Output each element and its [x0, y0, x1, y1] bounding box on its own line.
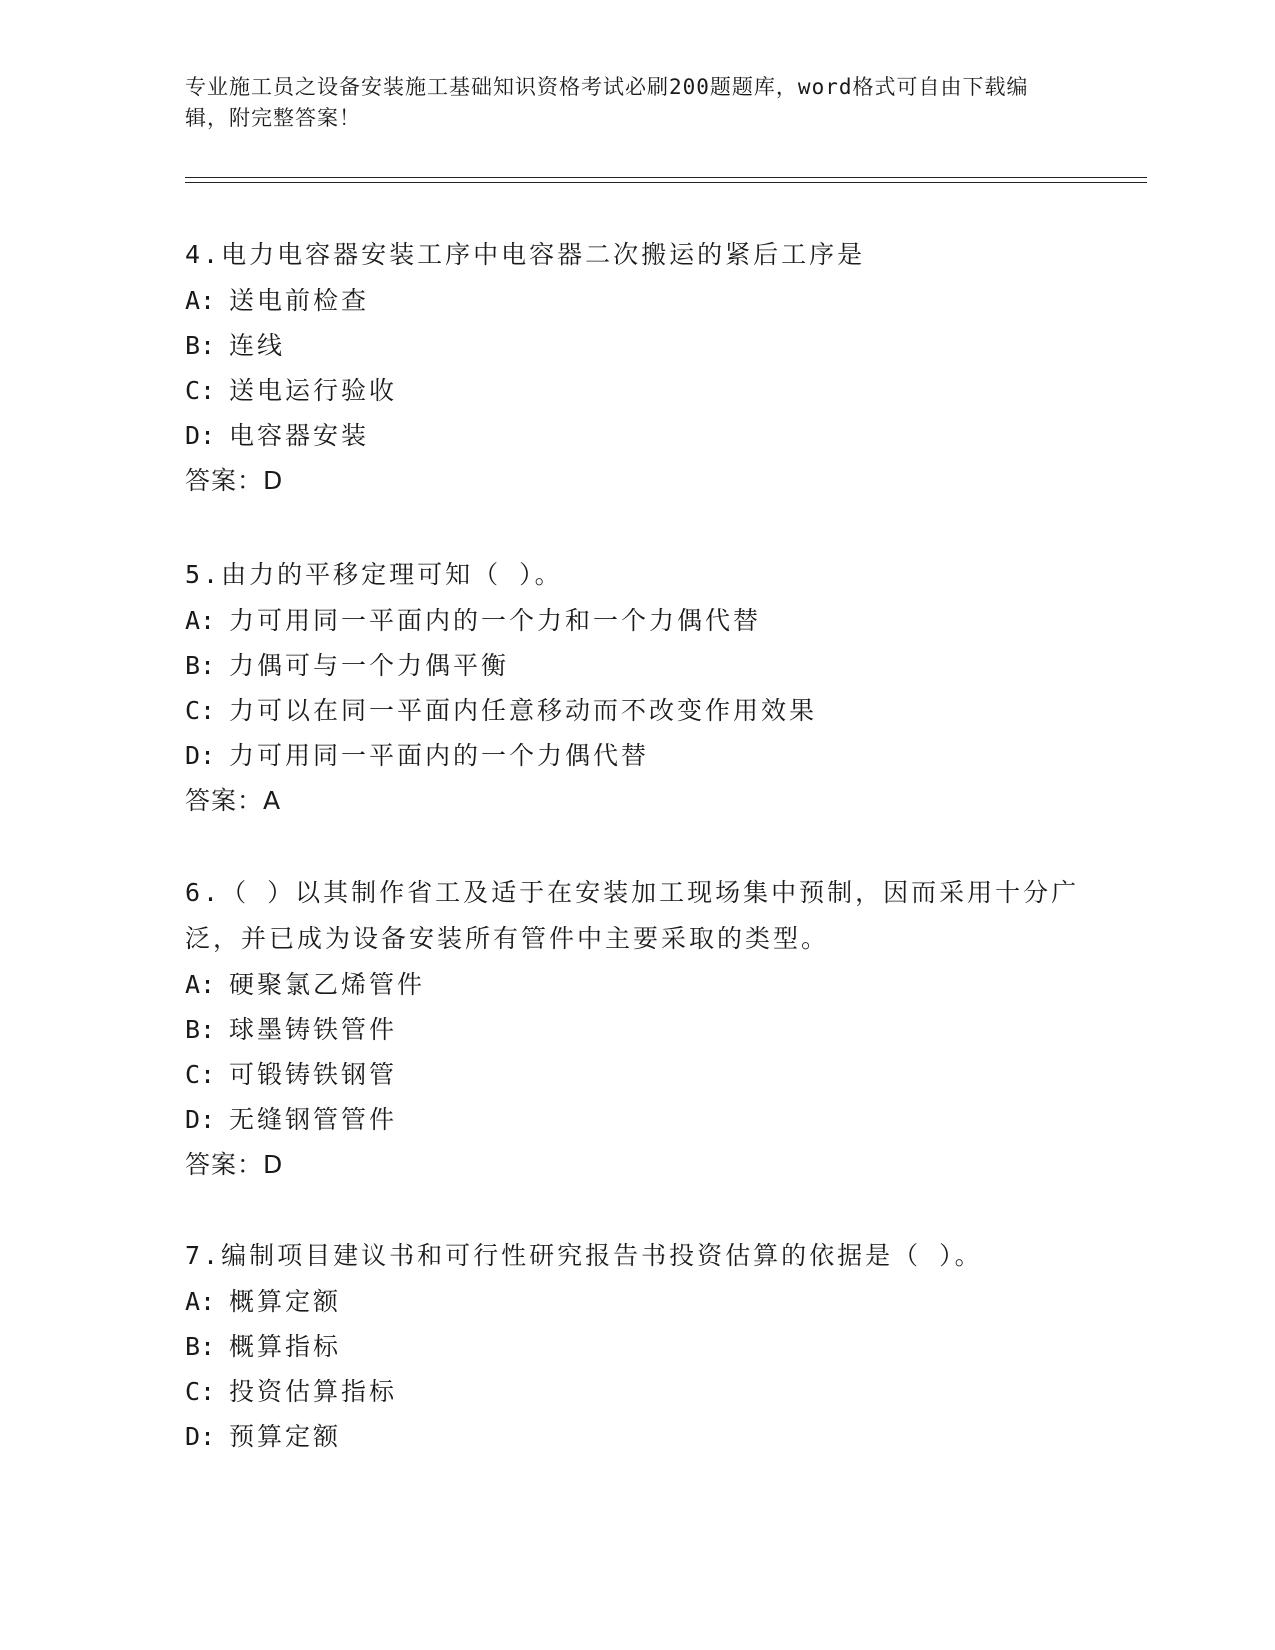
answer-line: 答案：A [185, 786, 282, 815]
option-d [185, 733, 1085, 778]
option-text: 无缝钢管管件 [229, 1105, 398, 1134]
answer-line: 答案：D [185, 1150, 284, 1179]
option-a [185, 598, 1085, 643]
option-a [185, 1279, 1085, 1324]
option-b [185, 1007, 1085, 1052]
option-text: 球墨铸铁管件 [229, 1015, 398, 1044]
option-b [185, 323, 1085, 368]
option-letter: D: [185, 1422, 216, 1451]
option-letter: C: [185, 1377, 216, 1406]
option-b [185, 643, 1085, 688]
option-letter: D: [185, 421, 216, 450]
option-text: 力偶可与一个力偶平衡 [229, 651, 510, 680]
option-letter: A: [185, 286, 216, 315]
option-a [185, 962, 1085, 1007]
option-letter: D: [185, 1105, 216, 1134]
option-letter: B: [185, 1015, 216, 1044]
question-stem: 5.由力的平移定理可知（ ）。 [185, 560, 563, 589]
answer-line: 答案：D [185, 466, 284, 495]
option-text: 预算定额 [229, 1422, 342, 1451]
option-text: 送电运行验收 [229, 376, 398, 405]
option-c [185, 1052, 1085, 1097]
header-divider-top [185, 177, 1147, 178]
option-d [185, 1097, 1085, 1142]
option-letter: D: [185, 741, 216, 770]
option-text: 力可以在同一平面内任意移动而不改变作用效果 [229, 696, 818, 725]
option-b [185, 1324, 1085, 1369]
option-letter: B: [185, 1332, 216, 1361]
question-6 [185, 870, 1085, 1187]
option-text: 概算指标 [229, 1332, 342, 1361]
document-header: 专业施工员之设备安装施工基础知识资格考试必刷200题题库，word格式可自由下载编辑，附完整答案！ [185, 75, 1029, 130]
option-letter: C: [185, 376, 216, 405]
option-text: 力可用同一平面内的一个力偶代替 [229, 741, 650, 770]
option-letter: A: [185, 606, 216, 635]
option-text: 送电前检查 [229, 286, 370, 315]
option-letter: A: [185, 1287, 216, 1316]
option-text: 概算定额 [229, 1287, 342, 1316]
question-stem: 6.（ ）以其制作省工及适于在安装加工现场集中预制，因而采用十分广泛，并已成为设备安装所有管件中主要采取的类型。 [185, 878, 1080, 953]
option-a [185, 278, 1085, 323]
question-4 [185, 232, 1085, 503]
question-5 [185, 552, 1085, 823]
option-letter: B: [185, 331, 216, 360]
option-letter: B: [185, 651, 216, 680]
header-divider-bottom [185, 182, 1147, 183]
option-letter: C: [185, 696, 216, 725]
option-c [185, 368, 1085, 413]
option-text: 可锻铸铁钢管 [229, 1060, 398, 1089]
option-d [185, 1414, 1085, 1459]
option-text: 连线 [229, 331, 286, 360]
option-text: 电容器安装 [229, 421, 370, 450]
option-letter: C: [185, 1060, 216, 1089]
question-stem: 4.电力电容器安装工序中电容器二次搬运的紧后工序是 [185, 240, 866, 269]
option-c [185, 1369, 1085, 1414]
option-text: 力可用同一平面内的一个力和一个力偶代替 [229, 606, 762, 635]
question-7 [185, 1233, 1085, 1459]
option-text: 投资估算指标 [229, 1377, 398, 1406]
option-letter: A: [185, 970, 216, 999]
option-d [185, 413, 1085, 458]
option-text: 硬聚氯乙烯管件 [229, 970, 426, 999]
question-stem: 7.编制项目建议书和可行性研究报告书投资估算的依据是（ ）。 [185, 1241, 983, 1270]
option-c [185, 688, 1085, 733]
